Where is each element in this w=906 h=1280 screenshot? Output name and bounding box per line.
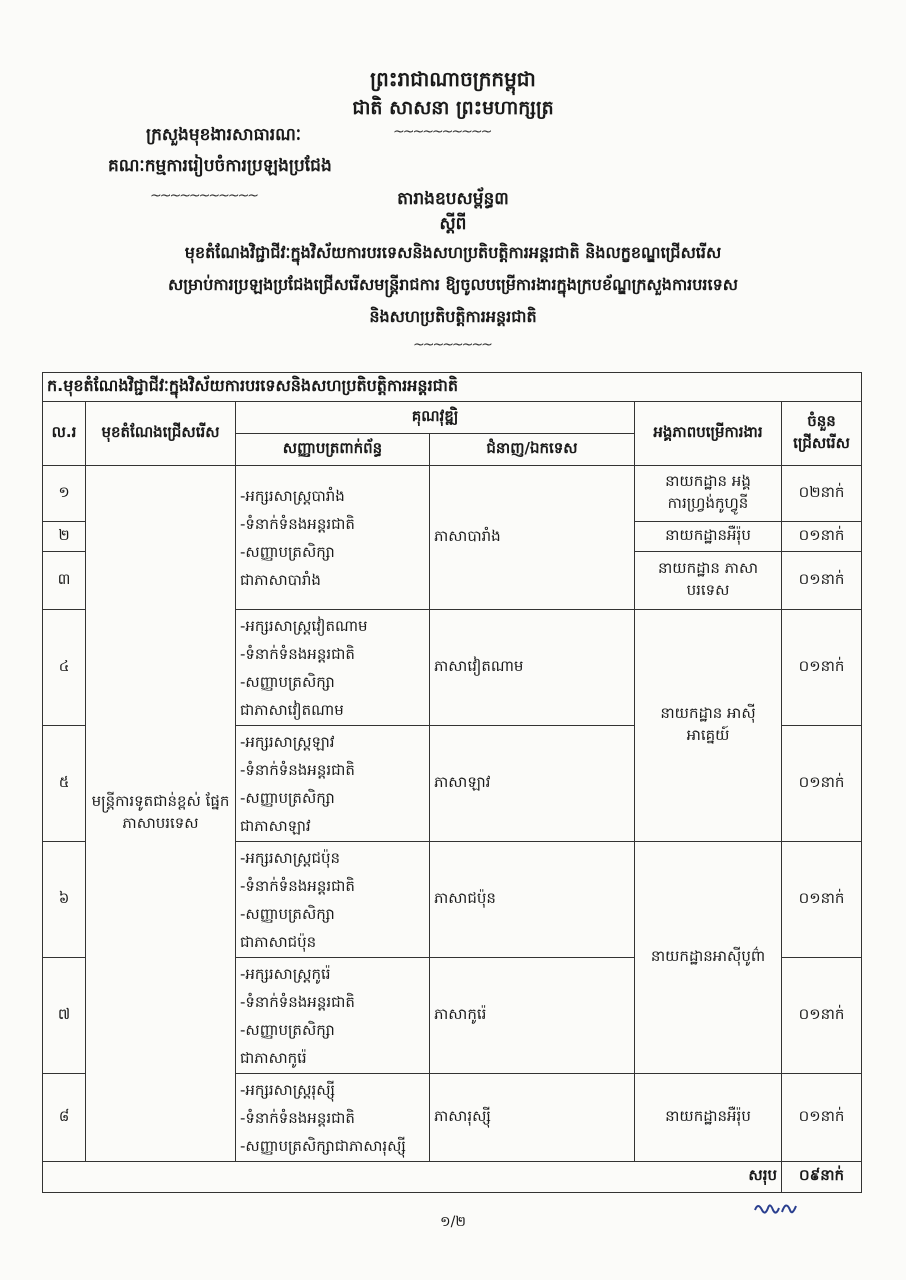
subject-line-3: និងសហប្រតិបត្តិការអន្តរជាតិ [369, 307, 537, 326]
signature-initials [752, 1196, 802, 1220]
row-number: ៤ [43, 610, 86, 726]
total-value: ០៩នាក់ [782, 1162, 862, 1193]
specialty-cell: ភាសាឡាវ [430, 726, 635, 842]
row-number: ៥ [43, 726, 86, 842]
row-number: ៣ [43, 552, 86, 610]
specialty-cell: ភាសាកូរ៉េ [430, 958, 635, 1074]
flourish-divider: ~~~~~~~~~~~ [150, 188, 258, 204]
total-row [43, 1162, 862, 1193]
national-motto: ជាតិ សាសនា ព្រះមហាក្សត្រ [352, 97, 554, 119]
unit-cell: នាយកដ្ឋានអឺរ៉ុប [635, 1074, 782, 1162]
kingdom-heading: ព្រះរាជាណាចក្រកម្ពុជា [370, 67, 536, 91]
position-cell: មន្ត្រីការទូតជាន់ខ្ពស់ ផ្នែកភាសាបរទេស [86, 466, 236, 1162]
flourish-divider: ~~~~~~~~~~ [393, 124, 491, 140]
col-header-no: ល.រ [43, 402, 86, 466]
row-number: ៧ [43, 958, 86, 1074]
flourish-divider: ~~~~~~~~ [413, 337, 491, 353]
count-cell: ០២នាក់ [782, 466, 862, 522]
count-cell: ០១នាក់ [782, 958, 862, 1074]
row-number: ៦ [43, 842, 86, 958]
degree-cell: -អក្សរសាស្ត្ររុស្ស៊ី -ទំនាក់ទំនងអន្តរជាតិ -សញ្ញាបត្រសិក្សាជាភាសារុស្ស៊ី [236, 1074, 430, 1162]
degree-cell: -អក្សរសាស្ត្រជប៉ុន -ទំនាក់ទំនងអន្តរជាតិ -សញ្ញាបត្រសិក្សា ជាភាសាជប៉ុន [236, 842, 430, 958]
col-header-degree: សញ្ញាបត្រពាក់ព័ន្ធ [236, 434, 430, 466]
row-number: ២ [43, 522, 86, 552]
specialty-cell: ភាសាវៀតណាម [430, 610, 635, 726]
count-cell: ០១នាក់ [782, 610, 862, 726]
degree-cell: -អក្សរសាស្ត្របារាំង -ទំនាក់ទំនងអន្តរជាតិ -សញ្ញាបត្រសិក្សា ជាភាសាបារាំង [236, 466, 430, 610]
degree-cell: -អក្សរសាស្ត្រវៀតណាម -ទំនាក់ទំនងអន្តរជាតិ -សញ្ញាបត្រសិក្សា ជាភាសាវៀតណាម [236, 610, 430, 726]
row-number: ១ [43, 466, 86, 522]
specialty-cell: ភាសាបារាំង [430, 466, 635, 610]
unit-cell: នាយកដ្ឋានអាស៊ីបូព៌ា [635, 842, 782, 1074]
col-header-count: ចំនួន ជ្រើសរើស [782, 402, 862, 466]
unit-cell: នាយកដ្ឋាន អាស៊ីអាគ្នេយ៍ [635, 610, 782, 842]
specialty-cell: ភាសារុស្ស៊ី [430, 1074, 635, 1162]
ministry-name: ក្រសួងមុខងារសាធារណៈ [146, 125, 302, 145]
unit-cell: នាយកដ្ឋាន ភាសាបរទេស [635, 552, 782, 610]
col-header-specialty: ជំនាញ/ឯកទេស [430, 434, 635, 466]
section-title: ក.មុខតំណែងវិជ្ជាជីវៈក្នុងវិស័យការបរទេសនិងសហប្រតិបត្តិការអន្តរជាតិ [43, 373, 862, 402]
table-row [43, 466, 862, 522]
subject-line-2: សម្រាប់ការប្រឡងប្រជែងជ្រើសរើសមន្ត្រីរាជការ ឱ្យចូលបម្រើការងារក្នុងក្របខ័ណ្ឌក្រសួងការបរទេស [168, 275, 738, 294]
subject-line-1: មុខតំណែងវិជ្ជាជីវៈក្នុងវិស័យការបរទេសនិងសហប្រតិបត្តិការអន្តរជាតិ និងលក្ខខណ្ឌជ្រើសរើស [184, 243, 722, 262]
count-cell: ០១នាក់ [782, 552, 862, 610]
col-header-qualification: គុណវុឌ្ឍិ [236, 402, 635, 434]
document-title: តារាងឧបសម្ព័ន្ធ៣ [397, 189, 509, 209]
unit-cell: នាយកដ្ឋានអឺរ៉ុប [635, 522, 782, 552]
count-cell: ០១នាក់ [782, 726, 862, 842]
page-number: ១/២ [440, 1214, 466, 1230]
committee-name: គណៈកម្មការរៀបចំការប្រឡងប្រជែង [108, 156, 332, 176]
specialty-cell: ភាសាជប៉ុន [430, 842, 635, 958]
degree-cell: -អក្សរសាស្ត្រកូរ៉េ -ទំនាក់ទំនងអន្តរជាតិ -សញ្ញាបត្រសិក្សា ជាភាសាកូរ៉េ [236, 958, 430, 1074]
degree-cell: -អក្សរសាស្ត្រឡាវ -ទំនាក់ទំនងអន្តរជាតិ -សញ្ញាបត្រសិក្សា ជាភាសាឡាវ [236, 726, 430, 842]
positions-table [42, 372, 862, 1193]
count-cell: ០១នាក់ [782, 522, 862, 552]
unit-cell: នាយកដ្ឋាន អង្គការហ្វ្រង់កូហ្វូនី [635, 466, 782, 522]
about-label: ស្តីពី [439, 214, 467, 234]
total-label: សរុប [43, 1162, 782, 1193]
col-header-unit: អង្គភាពបម្រើការងារ [635, 402, 782, 466]
count-cell: ០១នាក់ [782, 842, 862, 958]
col-header-position: មុខតំណែងជ្រើសរើស [86, 402, 236, 466]
count-cell: ០១នាក់ [782, 1074, 862, 1162]
row-number: ៨ [43, 1074, 86, 1162]
